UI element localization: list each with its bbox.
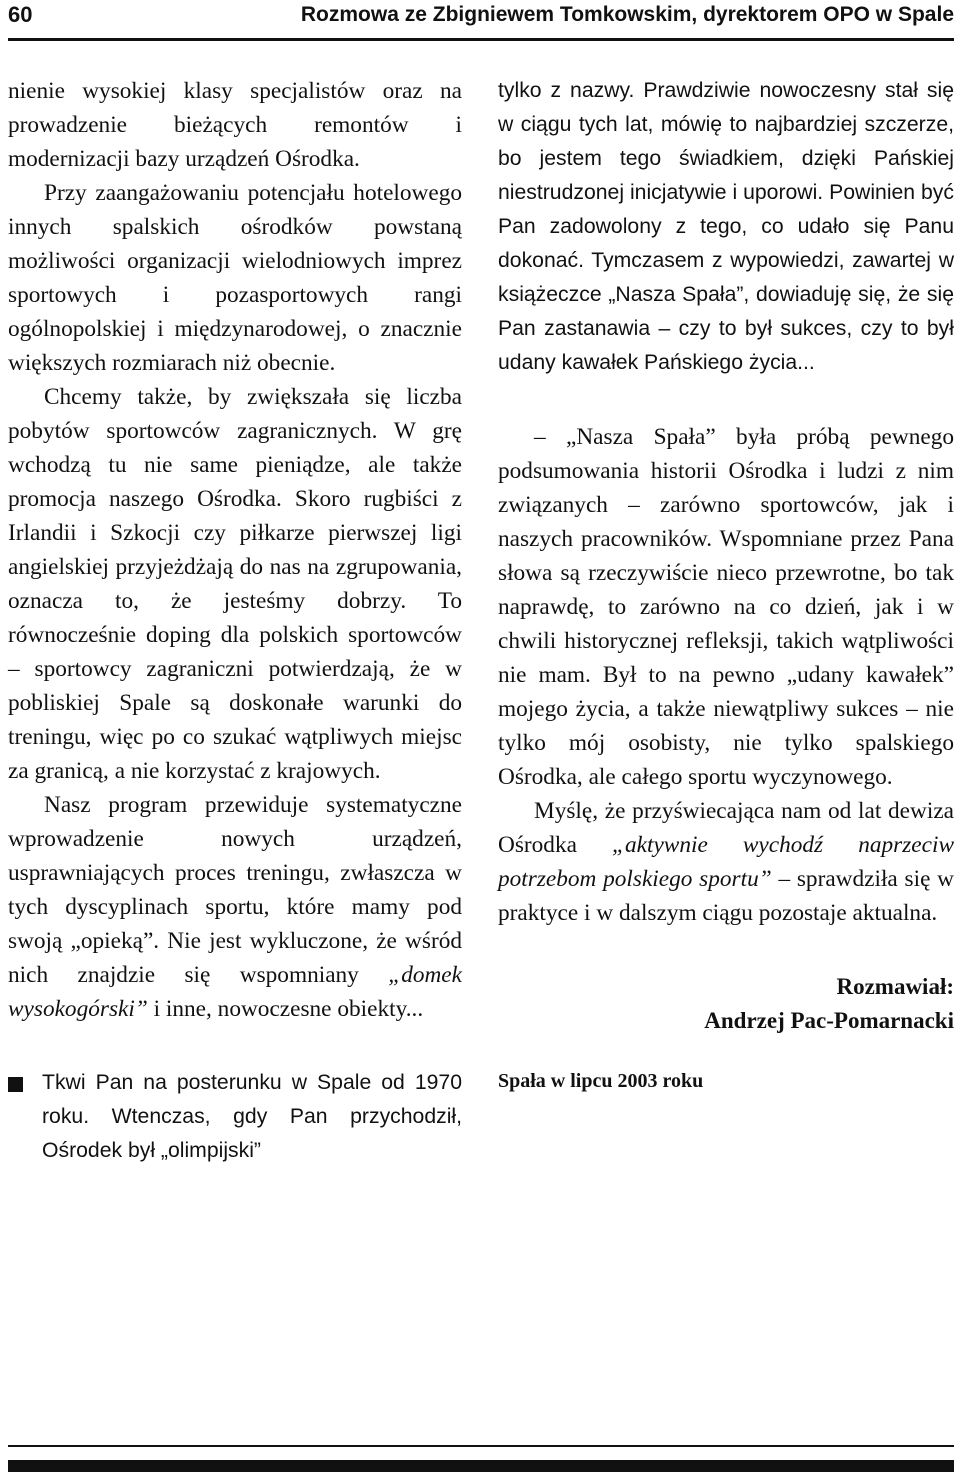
question-text: Tkwi Pan na posterunku w Spale od 1970 roku. Wtenczas, gdy Pan przychodził, Ośrodek był „olimpijski” xyxy=(42,1071,462,1162)
interviewer-question xyxy=(8,1066,462,1168)
page-header xyxy=(8,0,954,34)
left-paragraph-2: Przy zaangażowaniu potencjału hotelowego innych spalskich ośrodków powstaną możliwości organizacji wielodniowych imprez sportowych i pozasportowych rangi ogólnopolskiej i międzynarodowej, o znacznie większych rozmiarach niż obecnie. xyxy=(8,180,462,376)
left-paragraph-4-end: i inne, nowoczesne obiekty... xyxy=(147,996,424,1022)
left-paragraph-4 xyxy=(8,788,462,1026)
place-date: Spała w lipcu 2003 roku xyxy=(498,1070,704,1092)
page-number: 60 xyxy=(8,2,33,27)
footer-rule xyxy=(8,1460,954,1472)
right-paragraph-2-end: – sprawdziła się w praktyce i w dalszym ciągu pozostaje aktualna. xyxy=(498,866,954,926)
right-paragraph-1: – „Nasza Spała” była próbą pewnego podsumowania historii Ośrodka i ludzi z nim związanych – zarówno sportowców, jak i naszych pracowników. Wspomniane przez Pana słowa są rzeczywiście nieco przewrotne, bo tak naprawdę, to zarówno na co dzień, jak i w chwili historycznej refleksji, takich wątpliwości nie mam. Był to na pewno „udany kawałek” mojego życia, a także niewątpliwy sukces – nie tylko mój osobisty, nie tylko spalskiego Ośrodka, ale całego sportu wyczynowego. xyxy=(498,424,954,790)
right-paragraph-2-emphasis: „aktywnie wychodź naprzeciw potrzebom polskiego sportu” xyxy=(498,832,954,892)
left-paragraph-1: nienie wysokiej klasy specjalistów oraz na prowadzenie bieżących remontów i modernizacji bazy urządzeń Ośrodka. xyxy=(8,78,462,172)
signature-label: Rozmawiał: xyxy=(836,974,954,999)
question-bullet-icon xyxy=(8,1077,23,1092)
footer-thin-rule xyxy=(8,1445,954,1447)
right-column xyxy=(498,74,954,1098)
running-title: Rozmowa ze Zbigniewem Tomkowskim, dyrektorem OPO w Spale xyxy=(300,3,954,26)
left-paragraph-3: Chcemy także, by zwiększała się liczba pobytów sportowców zagranicznych. W grę wchodzą tu nie same pieniądze, ale także promocja naszego Ośrodka. Skoro rugbiści z Irlandii i Szkocji czy piłkarze pierwszej ligi angielskiej przyjeżdżają do nas na zgrupowania, oznacza to, że jesteśmy dobrzy. To równocześnie doping dla polskich sportowców – sportowcy zagraniczni potwierdzają, że w pobliskiej Spale są doskonałe warunki do treningu, więc po co szukać wątpliwych miejsc za granicą, a nie korzystać z krajowych. xyxy=(8,384,462,784)
right-paragraph-2 xyxy=(498,794,954,930)
left-column xyxy=(8,74,462,1168)
right-paragraph-2-text: Myślę, że przyświecająca nam od lat dewiza Ośrodka xyxy=(498,798,954,858)
header-rule xyxy=(8,38,954,41)
signature-name: Andrzej Pac-Pomarnacki xyxy=(704,1008,954,1033)
left-paragraph-4-text: Nasz program przewiduje systematyczne wprowadzenie nowych urządzeń, usprawniających proces treningu, zwłaszcza w tych dyscyplinach sportu, które mamy pod swoją „opieką”. Nie jest wykluczone, że wśród nich znajdzie się wspomniany xyxy=(8,792,462,988)
question-continuation: tylko z nazwy. Prawdziwie nowoczesny stał się w ciągu tych lat, mówię to najbardziej szczerze, bo jestem tego świadkiem, dzięki Pańskiej niestrudzonej inicjatywie i uporowi. Powinien być Pan zadowolony z tego, co udało się Panu dokonać. Tymczasem z wypowiedzi, zawartej w książeczce „Nasza Spała”, dowiaduję się, że się Pan zastanawia – czy to był sukces, czy to był udany kawałek Pańskiego życia... xyxy=(498,79,954,374)
left-paragraph-4-emphasis: „domek wysokogórski” xyxy=(8,962,462,1022)
